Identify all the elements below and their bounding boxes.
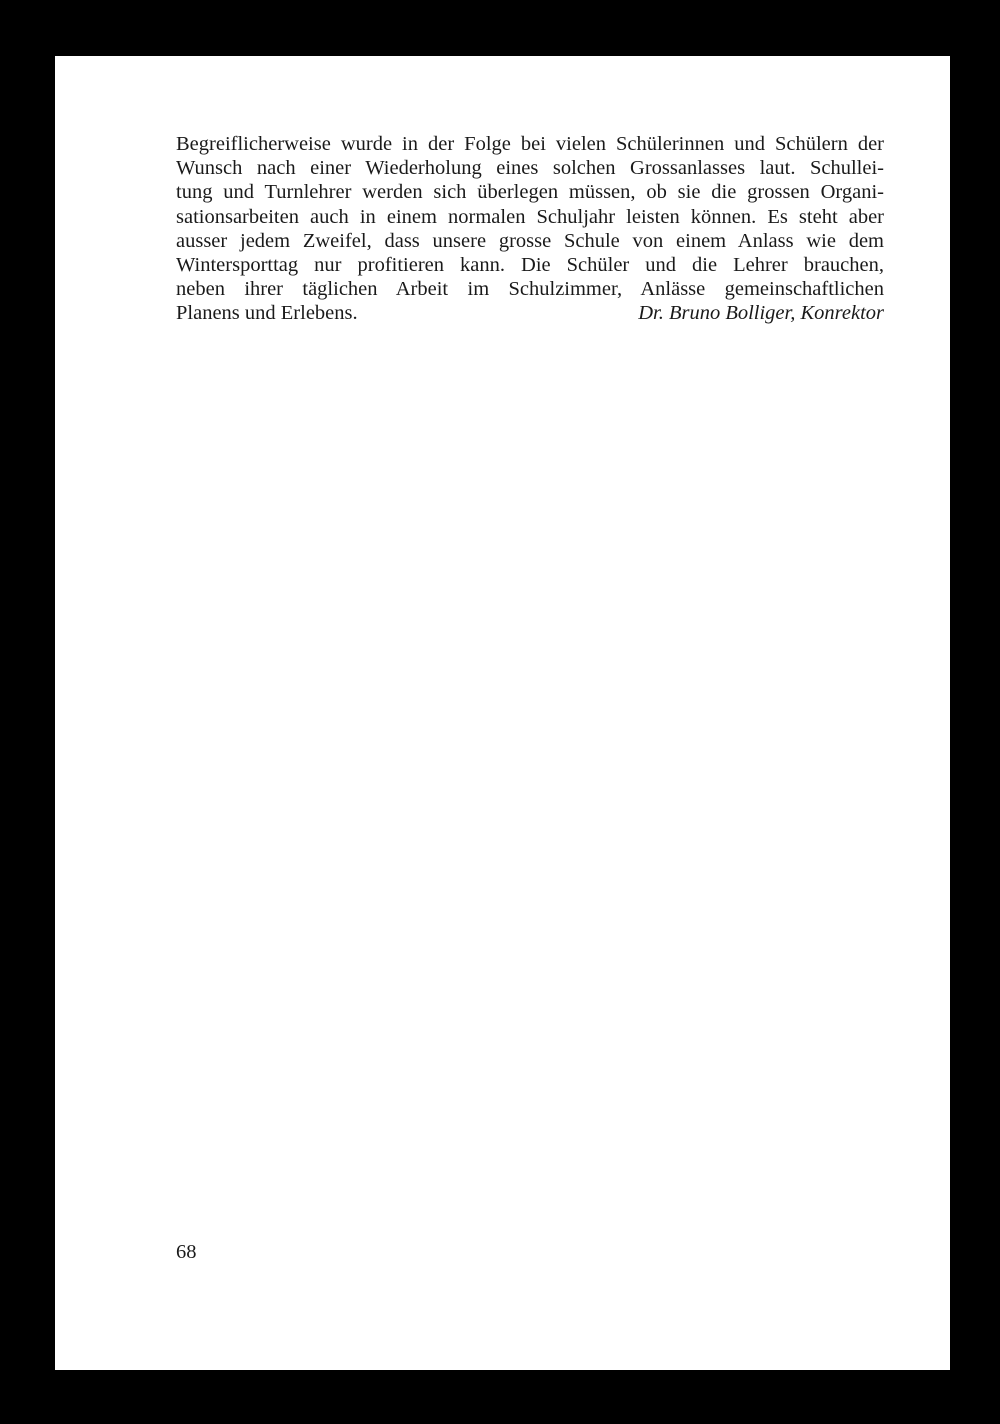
author-signature: Dr. Bruno Bolliger, Konrektor [638,302,884,325]
document-page [55,56,950,1370]
paragraph-last-line [176,301,884,325]
paragraph-line: Wintersporttag nur profitieren kann. Die Schüler und die Lehrer brauchen, [176,254,884,277]
paragraph-line: ausser jedem Zweifel, dass unsere grosse Schule von einem Anlass wie dem [176,229,884,252]
paragraph-line: neben ihrer täglichen Arbeit im Schulzimmer, Anlässe gemeinschaftlichen [176,278,884,301]
paragraph-line: sationsarbeiten auch in einem normalen Schuljahr leisten können. Es steht aber [176,205,884,228]
paragraph-line: Begreiflicherweise wurde in der Folge bei vielen Schülerinnen und Schülern der [176,133,884,155]
paragraph-line: Wunsch nach einer Wiederholung eines solchen Grossanlasses laut. Schullei- [176,157,884,180]
page-number: 68 [176,1241,197,1263]
body-paragraph [176,132,884,326]
paragraph-line: tung und Turnlehrer werden sich überlegen müssen, ob sie die grossen Organi- [176,181,884,204]
paragraph-final-text: Planens und Erlebens. [176,302,358,325]
